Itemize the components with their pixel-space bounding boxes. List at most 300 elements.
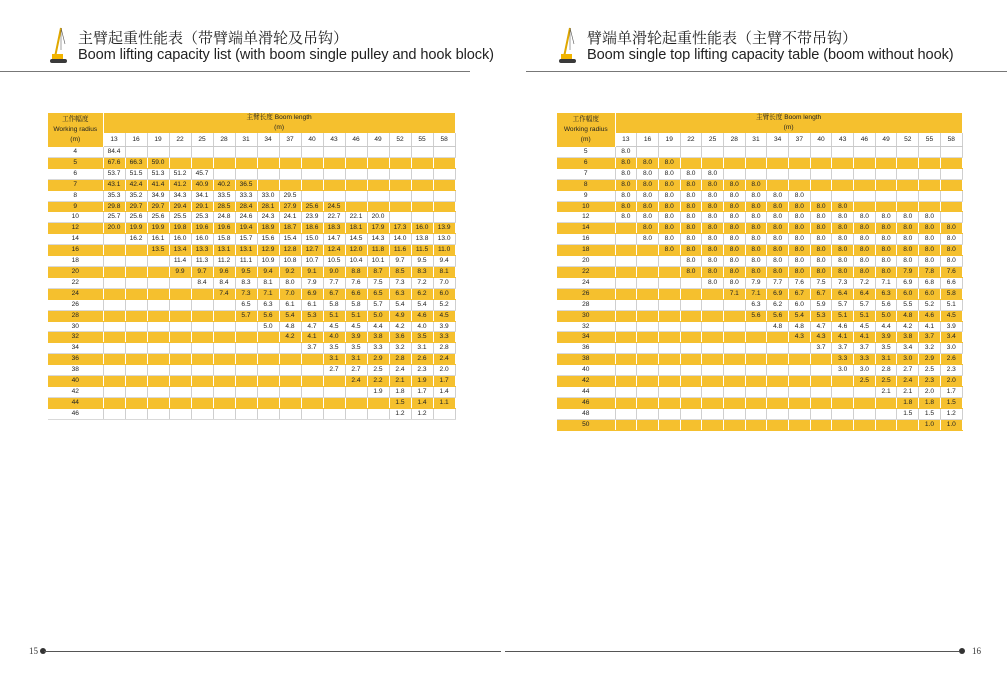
radius-header-line: 工作幅度 — [62, 115, 89, 123]
capacity-cell — [257, 343, 279, 354]
capacity-cell: 2.6 — [411, 354, 433, 365]
capacity-cell: 2.1 — [897, 386, 919, 397]
capacity-cell — [125, 376, 147, 387]
boom-length-cell: 58 — [940, 133, 962, 147]
boom-length-cell: 22 — [680, 133, 702, 147]
capacity-cell: 8.0 — [658, 179, 680, 190]
radius-header-cell — [48, 113, 103, 147]
capacity-cell: 3.9 — [940, 321, 962, 332]
capacity-cell: 4.2 — [389, 321, 411, 332]
boom-length-cell: 13 — [103, 133, 125, 147]
capacity-cell — [702, 147, 724, 158]
right-page-header — [557, 24, 967, 68]
capacity-cell: 8.0 — [745, 190, 767, 201]
capacity-cell: 8.0 — [702, 179, 724, 190]
capacity-cell — [147, 365, 169, 376]
capacity-cell — [345, 408, 367, 419]
capacity-cell — [745, 397, 767, 408]
capacity-cell: 2.4 — [389, 365, 411, 376]
table-row — [48, 310, 455, 321]
radius-cell: 6 — [48, 168, 103, 179]
capacity-cell — [125, 245, 147, 256]
capacity-cell — [615, 299, 637, 310]
capacity-cell: 5.8 — [323, 299, 345, 310]
table-row — [557, 408, 962, 419]
capacity-cell: 11.1 — [235, 256, 257, 267]
capacity-cell: 2.7 — [897, 365, 919, 376]
capacity-cell — [854, 419, 876, 430]
radius-cell: 24 — [557, 277, 615, 288]
boom-length-cell: 40 — [810, 133, 832, 147]
capacity-cell: 4.0 — [411, 321, 433, 332]
capacity-cell — [702, 408, 724, 419]
capacity-cell — [169, 386, 191, 397]
capacity-cell — [323, 157, 345, 168]
capacity-cell: 8.0 — [810, 266, 832, 277]
capacity-cell: 8.4 — [191, 277, 213, 288]
capacity-cell: 3.3 — [854, 354, 876, 365]
table-row — [48, 190, 455, 201]
table-row — [48, 397, 455, 408]
capacity-cell — [191, 397, 213, 408]
capacity-cell: 8.0 — [745, 223, 767, 234]
capacity-cell — [723, 157, 745, 168]
capacity-cell: 8.0 — [767, 223, 789, 234]
capacity-cell: 3.0 — [832, 365, 854, 376]
table-row — [48, 277, 455, 288]
capacity-cell: 8.0 — [789, 190, 811, 201]
capacity-cell — [147, 343, 169, 354]
capacity-cell — [637, 288, 659, 299]
capacity-cell: 6.2 — [767, 299, 789, 310]
boom-length-cell: 19 — [658, 133, 680, 147]
table-row — [557, 212, 962, 223]
capacity-cell: 3.9 — [345, 332, 367, 343]
capacity-cell: 10.5 — [323, 256, 345, 267]
radius-cell: 6 — [557, 157, 615, 168]
capacity-cell: 8.0 — [767, 266, 789, 277]
capacity-cell — [832, 419, 854, 430]
capacity-cell — [723, 168, 745, 179]
capacity-cell: 11.8 — [367, 245, 389, 256]
capacity-cell — [810, 408, 832, 419]
radius-cell: 48 — [557, 408, 615, 419]
capacity-cell — [213, 157, 235, 168]
capacity-cell: 8.0 — [680, 234, 702, 245]
capacity-cell — [637, 321, 659, 332]
capacity-cell: 25.3 — [191, 212, 213, 223]
capacity-cell: 25.7 — [103, 212, 125, 223]
capacity-cell: 4.5 — [323, 321, 345, 332]
capacity-cell: 2.5 — [854, 376, 876, 387]
capacity-cell: 29.1 — [191, 201, 213, 212]
capacity-cell — [147, 266, 169, 277]
capacity-cell: 8.0 — [767, 245, 789, 256]
capacity-cell — [897, 168, 919, 179]
capacity-cell: 8.0 — [279, 277, 301, 288]
capacity-cell — [658, 408, 680, 419]
boom-length-cell: 31 — [745, 133, 767, 147]
capacity-cell: 5.1 — [832, 310, 854, 321]
capacity-cell: 6.3 — [257, 299, 279, 310]
capacity-cell — [919, 147, 941, 158]
capacity-cell — [810, 179, 832, 190]
capacity-cell — [940, 179, 962, 190]
capacity-cell: 5.1 — [345, 310, 367, 321]
capacity-cell — [680, 419, 702, 430]
capacity-cell: 6.3 — [875, 288, 897, 299]
capacity-cell: 13.4 — [169, 245, 191, 256]
capacity-cell — [301, 376, 323, 387]
capacity-cell — [875, 201, 897, 212]
capacity-cell: 8.0 — [940, 234, 962, 245]
capacity-cell — [854, 157, 876, 168]
radius-cell: 20 — [557, 256, 615, 267]
capacity-cell — [832, 147, 854, 158]
capacity-cell — [767, 168, 789, 179]
capacity-cell: 8.0 — [832, 212, 854, 223]
radius-cell: 16 — [557, 234, 615, 245]
capacity-cell — [235, 386, 257, 397]
capacity-cell — [125, 386, 147, 397]
capacity-cell: 8.0 — [702, 190, 724, 201]
capacity-cell — [323, 408, 345, 419]
radius-cell: 18 — [48, 256, 103, 267]
capacity-cell: 5.2 — [433, 299, 455, 310]
table-row — [48, 179, 455, 190]
capacity-cell: 5.6 — [745, 310, 767, 321]
capacity-cell — [745, 419, 767, 430]
capacity-cell — [745, 354, 767, 365]
boom-length-cell: 16 — [125, 133, 147, 147]
capacity-cell: 6.7 — [789, 288, 811, 299]
capacity-cell: 2.0 — [433, 365, 455, 376]
capacity-cell: 3.2 — [919, 343, 941, 354]
capacity-cell — [745, 332, 767, 343]
capacity-cell — [257, 168, 279, 179]
radius-cell: 14 — [557, 223, 615, 234]
capacity-cell — [301, 408, 323, 419]
capacity-cell: 43.1 — [103, 179, 125, 190]
capacity-cell: 19.9 — [147, 223, 169, 234]
capacity-cell: 45.7 — [191, 168, 213, 179]
capacity-cell: 2.4 — [345, 376, 367, 387]
table-row — [48, 299, 455, 310]
capacity-cell: 66.3 — [125, 157, 147, 168]
capacity-cell: 5.3 — [301, 310, 323, 321]
capacity-cell: 34.9 — [147, 190, 169, 201]
capacity-cell — [919, 201, 941, 212]
capacity-cell: 8.0 — [680, 168, 702, 179]
capacity-cell: 24.6 — [235, 212, 257, 223]
capacity-cell — [279, 354, 301, 365]
capacity-cell — [615, 310, 637, 321]
capacity-cell — [169, 343, 191, 354]
capacity-cell — [411, 157, 433, 168]
capacity-cell — [169, 332, 191, 343]
capacity-cell — [940, 157, 962, 168]
capacity-cell: 1.0 — [919, 419, 941, 430]
capacity-cell: 8.0 — [897, 234, 919, 245]
capacity-cell — [103, 354, 125, 365]
capacity-cell: 41.4 — [147, 179, 169, 190]
capacity-cell — [213, 397, 235, 408]
capacity-cell — [767, 354, 789, 365]
capacity-cell: 25.6 — [301, 201, 323, 212]
boom-length-header — [615, 113, 962, 133]
capacity-cell: 8.0 — [723, 179, 745, 190]
capacity-cell — [147, 256, 169, 267]
table-row — [557, 321, 962, 332]
capacity-cell — [191, 157, 213, 168]
capacity-cell: 8.0 — [658, 223, 680, 234]
capacity-cell — [615, 266, 637, 277]
capacity-cell — [658, 397, 680, 408]
capacity-cell: 15.0 — [301, 234, 323, 245]
capacity-cell: 8.0 — [615, 179, 637, 190]
capacity-cell — [169, 321, 191, 332]
capacity-cell: 7.3 — [389, 277, 411, 288]
capacity-cell — [919, 157, 941, 168]
capacity-cell: 1.5 — [389, 397, 411, 408]
capacity-cell — [658, 266, 680, 277]
radius-cell: 10 — [557, 201, 615, 212]
capacity-cell: 3.8 — [367, 332, 389, 343]
capacity-cell — [433, 408, 455, 419]
capacity-cell — [940, 147, 962, 158]
capacity-cell: 4.5 — [940, 310, 962, 321]
capacity-cell: 12.8 — [279, 245, 301, 256]
capacity-cell: 10.1 — [367, 256, 389, 267]
capacity-cell: 9.0 — [323, 266, 345, 277]
capacity-cell: 1.5 — [919, 408, 941, 419]
boom-length-cell: 34 — [257, 133, 279, 147]
capacity-cell — [680, 157, 702, 168]
capacity-cell: 9.4 — [257, 266, 279, 277]
capacity-cell: 1.7 — [940, 386, 962, 397]
table-row — [48, 212, 455, 223]
capacity-cell: 25.6 — [125, 212, 147, 223]
capacity-cell — [680, 376, 702, 387]
capacity-cell: 2.5 — [875, 376, 897, 387]
capacity-cell — [832, 168, 854, 179]
capacity-cell: 3.8 — [897, 332, 919, 343]
radius-cell: 44 — [557, 386, 615, 397]
left-header-rule — [0, 71, 470, 72]
capacity-cell: 6.1 — [301, 299, 323, 310]
radius-cell: 24 — [48, 288, 103, 299]
radius-cell: 38 — [557, 354, 615, 365]
capacity-cell — [389, 168, 411, 179]
boom-length-cell: 22 — [169, 133, 191, 147]
capacity-cell — [637, 256, 659, 267]
capacity-cell: 5.0 — [257, 321, 279, 332]
capacity-cell: 8.0 — [875, 245, 897, 256]
capacity-cell: 8.0 — [637, 168, 659, 179]
capacity-cell — [147, 376, 169, 387]
capacity-cell — [702, 310, 724, 321]
capacity-cell: 9.5 — [411, 256, 433, 267]
capacity-cell: 8.0 — [832, 266, 854, 277]
capacity-cell — [125, 343, 147, 354]
capacity-cell — [789, 354, 811, 365]
capacity-cell — [875, 408, 897, 419]
capacity-cell — [169, 408, 191, 419]
capacity-cell: 8.0 — [723, 234, 745, 245]
capacity-cell: 8.0 — [919, 256, 941, 267]
capacity-cell: 5.4 — [389, 299, 411, 310]
capacity-cell: 8.0 — [810, 223, 832, 234]
capacity-cell: 8.0 — [637, 234, 659, 245]
boom-length-row — [557, 133, 962, 147]
capacity-cell — [723, 397, 745, 408]
capacity-cell: 3.7 — [301, 343, 323, 354]
capacity-cell — [854, 190, 876, 201]
capacity-cell: 13.3 — [191, 245, 213, 256]
capacity-cell: 6.3 — [745, 299, 767, 310]
capacity-cell — [191, 365, 213, 376]
boom-length-cell: 55 — [411, 133, 433, 147]
capacity-cell — [389, 179, 411, 190]
capacity-cell: 4.2 — [279, 332, 301, 343]
capacity-cell — [367, 179, 389, 190]
capacity-cell — [235, 397, 257, 408]
radius-cell: 10 — [48, 212, 103, 223]
capacity-cell — [854, 147, 876, 158]
capacity-cell: 4.5 — [854, 321, 876, 332]
capacity-cell — [103, 365, 125, 376]
capacity-cell: 15.8 — [213, 234, 235, 245]
capacity-cell: 8.0 — [702, 256, 724, 267]
radius-cell: 12 — [48, 223, 103, 234]
capacity-cell: 7.1 — [257, 288, 279, 299]
capacity-cell — [301, 365, 323, 376]
capacity-cell: 3.2 — [389, 343, 411, 354]
capacity-cell — [680, 365, 702, 376]
capacity-cell — [389, 190, 411, 201]
capacity-cell — [345, 168, 367, 179]
boom-header-line: 主臂长度 Boom length — [246, 114, 312, 121]
capacity-cell: 9.7 — [191, 266, 213, 277]
capacity-cell — [301, 354, 323, 365]
capacity-cell: 14.5 — [345, 234, 367, 245]
capacity-cell: 8.0 — [680, 245, 702, 256]
capacity-cell — [235, 321, 257, 332]
capacity-cell — [411, 201, 433, 212]
table-row — [557, 354, 962, 365]
capacity-cell — [940, 190, 962, 201]
capacity-cell — [323, 168, 345, 179]
capacity-cell — [279, 168, 301, 179]
capacity-cell: 4.1 — [919, 321, 941, 332]
capacity-cell — [213, 168, 235, 179]
capacity-cell: 8.0 — [658, 201, 680, 212]
capacity-cell — [854, 408, 876, 419]
capacity-cell: 4.8 — [767, 321, 789, 332]
capacity-cell — [680, 386, 702, 397]
capacity-cell — [213, 365, 235, 376]
capacity-cell: 8.0 — [789, 256, 811, 267]
capacity-cell: 8.0 — [919, 234, 941, 245]
capacity-cell: 7.3 — [235, 288, 257, 299]
capacity-cell — [169, 376, 191, 387]
capacity-cell: 1.7 — [433, 376, 455, 387]
capacity-cell: 8.0 — [789, 234, 811, 245]
radius-cell: 40 — [557, 365, 615, 376]
capacity-cell: 5.9 — [810, 299, 832, 310]
capacity-cell: 15.6 — [257, 234, 279, 245]
capacity-cell: 18.1 — [345, 223, 367, 234]
capacity-cell: 36.5 — [235, 179, 257, 190]
capacity-cell: 67.6 — [103, 157, 125, 168]
capacity-cell — [301, 147, 323, 158]
capacity-cell — [919, 168, 941, 179]
capacity-cell — [103, 299, 125, 310]
capacity-cell: 2.6 — [940, 354, 962, 365]
capacity-cell: 5.0 — [367, 310, 389, 321]
capacity-cell — [257, 365, 279, 376]
capacity-cell — [235, 147, 257, 158]
capacity-cell — [191, 288, 213, 299]
capacity-cell: 18.6 — [301, 223, 323, 234]
capacity-cell — [367, 190, 389, 201]
capacity-cell: 8.0 — [680, 190, 702, 201]
capacity-cell — [723, 376, 745, 387]
capacity-cell: 13.1 — [213, 245, 235, 256]
capacity-cell: 4.1 — [832, 332, 854, 343]
capacity-cell — [615, 277, 637, 288]
capacity-cell: 4.8 — [789, 321, 811, 332]
radius-cell: 42 — [557, 376, 615, 387]
capacity-cell: 4.4 — [367, 321, 389, 332]
capacity-cell — [147, 408, 169, 419]
capacity-cell — [191, 332, 213, 343]
capacity-cell — [702, 386, 724, 397]
capacity-cell — [169, 277, 191, 288]
boom-length-cell: 52 — [897, 133, 919, 147]
capacity-cell — [191, 376, 213, 387]
capacity-cell — [767, 343, 789, 354]
capacity-cell — [615, 397, 637, 408]
capacity-cell — [323, 190, 345, 201]
capacity-cell — [615, 354, 637, 365]
capacity-cell — [169, 157, 191, 168]
capacity-cell — [789, 365, 811, 376]
table-row — [557, 266, 962, 277]
capacity-cell: 3.0 — [854, 365, 876, 376]
capacity-cell: 8.0 — [789, 266, 811, 277]
capacity-cell: 2.5 — [919, 365, 941, 376]
radius-cell: 30 — [48, 321, 103, 332]
radius-cell: 32 — [557, 321, 615, 332]
boom-length-cell: 52 — [389, 133, 411, 147]
capacity-cell — [832, 190, 854, 201]
capacity-cell: 9.5 — [235, 266, 257, 277]
capacity-cell — [897, 190, 919, 201]
capacity-cell: 12.7 — [301, 245, 323, 256]
capacity-cell: 8.0 — [832, 256, 854, 267]
capacity-cell — [147, 277, 169, 288]
capacity-cell: 29.7 — [125, 201, 147, 212]
capacity-cell — [103, 256, 125, 267]
capacity-cell: 2.2 — [367, 376, 389, 387]
capacity-cell — [702, 332, 724, 343]
capacity-cell — [345, 190, 367, 201]
capacity-cell: 8.0 — [723, 201, 745, 212]
radius-cell: 4 — [48, 147, 103, 158]
capacity-cell — [169, 299, 191, 310]
capacity-cell — [257, 179, 279, 190]
